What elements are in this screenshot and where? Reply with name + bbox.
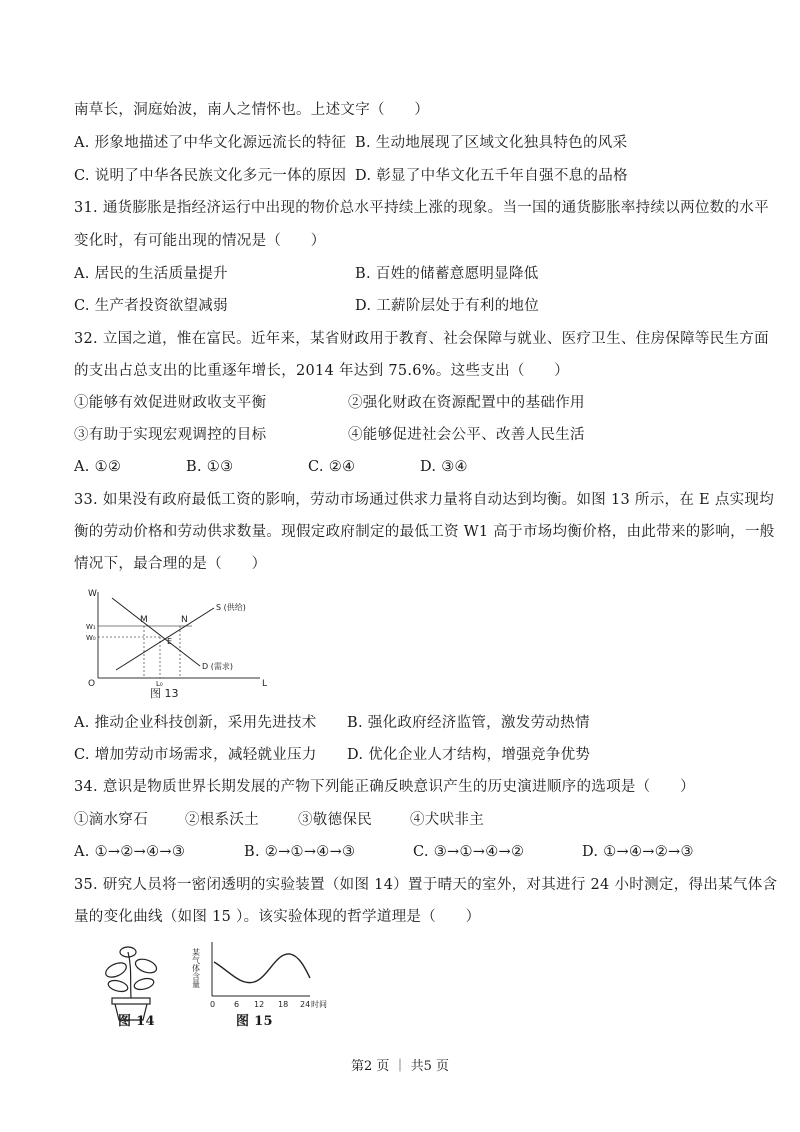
x-axis-label: L: [262, 679, 268, 689]
q32-option-c: C. ②④: [308, 459, 356, 475]
page-footer: 第2 页 ｜ 共5 页: [350, 1059, 450, 1074]
q34-item-3: ③敬德保民: [298, 812, 372, 828]
fig15-tick-0: 0: [210, 1000, 216, 1009]
q31-option-d: D. 工薪阶层处于有利的地位: [355, 298, 540, 314]
q33-option-b: B. 强化政府经济监管，激发劳动热情: [347, 715, 590, 731]
figure-13-caption: 图 13: [150, 687, 179, 700]
q34-option-c: C. ③→①→④→②: [413, 844, 525, 860]
supply-label: S (供给): [216, 603, 246, 612]
q32-option-a: A. ①②: [74, 459, 122, 475]
q32-option-d: D. ③④: [420, 459, 468, 475]
q32-item-2: ②强化财政在资源配置中的基础作用: [348, 395, 585, 411]
fig15-x-label: 时间: [311, 1000, 327, 1009]
q33-stem-line-3: 情况下，最合理的是（ ）: [74, 556, 267, 572]
q33-option-a: A. 推动企业科技创新，采用先进技术: [74, 715, 317, 731]
q31-stem-line-2: 变化时，有可能出现的情况是（ ）: [74, 233, 326, 249]
q31-option-a: A. 居民的生活质量提升: [74, 266, 228, 282]
pot-rim: [112, 998, 150, 1004]
q31-option-c: C. 生产者投资欲望减弱: [74, 298, 228, 314]
point-e-label: E: [167, 637, 173, 646]
figure-15-chart: [192, 938, 332, 1010]
w1-label: W₁: [86, 623, 96, 631]
q31-option-b: B. 百姓的储蓄意愿明显降低: [355, 266, 539, 282]
q30-option-d: D. 彰显了中华文化五千年自强不息的品格: [355, 168, 628, 184]
l0-label: L₀: [156, 680, 163, 688]
q33-option-c: C. 增加劳动市场需求，减轻就业压力: [74, 747, 317, 763]
gas-curve: [214, 954, 310, 983]
figure-13-graph: [82, 580, 272, 700]
q35-stem-line-1: 35. 研究人员将一密闭透明的实验装置（如图 14）置于晴天的室外，对其进行 24 小时测定，得出某气体含: [74, 877, 778, 893]
demand-curve: [112, 598, 200, 666]
q35-stem-line-2: 量的变化曲线（如图 15 ）。该实验体现的哲学道理是（ ）: [74, 909, 481, 925]
leaf-low-right: [133, 977, 155, 992]
fig15-y-label: 某气体含量: [192, 948, 201, 988]
q32-stem-line-2: 的支出占总支出的比重逐年增长，2014 年达到 75.6%。这些支出（ ）: [74, 363, 570, 379]
q34-option-b: B. ②→①→④→③: [244, 844, 356, 860]
y-axis-label: W: [88, 589, 97, 599]
fig15-tick-18: 18: [278, 1000, 289, 1009]
q34-item-2: ②根系沃土: [185, 812, 259, 828]
figure-15-caption: 图 15: [236, 1014, 273, 1029]
q34-option-d: D. ①→④→②→③: [582, 844, 694, 860]
q34-item-1: ①滴水穿石: [74, 812, 148, 828]
q32-item-4: ④能够促进社会公平、改善人民生活: [348, 427, 585, 443]
q30-option-a: A. 形象地描述了中华文化源远流长的特征: [74, 135, 347, 151]
q34-stem: 34. 意识是物质世界长期发展的产物下列能正确反映意识产生的历史演进顺序的选项是（ ）: [74, 779, 695, 795]
fig15-tick-6: 6: [234, 1000, 240, 1009]
figure-15: [192, 938, 332, 1010]
q33-stem-line-2: 衡的劳动价格和劳动供求数量。现假定政府制定的最低工资 W1 高于市场均衡价格，由此带来的影响，一般: [74, 524, 775, 540]
figure-13: [82, 580, 272, 700]
q30-option-b: B. 生动地展现了区域文化独具特色的风采: [355, 135, 628, 151]
q33-stem-line-1: 33. 如果没有政府最低工资的影响，劳动市场通过供求力量将自动达到均衡。如图 13 所示，在 E 点实现均: [74, 492, 775, 508]
q32-option-b: B. ①③: [186, 459, 234, 475]
q31-stem-line-1: 31. 通货膨胀是指经济运行中出现的物价总水平持续上涨的现象。当一国的通货膨胀率持续以两位数的水平: [74, 200, 769, 216]
q34-item-4: ④犬吠非主: [410, 812, 484, 828]
point-n-label: N: [181, 615, 188, 625]
demand-label: D (需求): [202, 662, 233, 671]
figure-14-caption: 图 14: [118, 1014, 155, 1029]
q32-stem-line-1: 32. 立国之道，惟在富民。近年来，某省财政用于教育、社会保障与就业、医疗卫生、住房保障等民生方面: [74, 331, 769, 347]
w0-label: W₀: [86, 634, 96, 642]
q30-option-c: C. 说明了中华各民族文化多元一体的原因: [74, 168, 347, 184]
plant-stem: [128, 952, 131, 998]
q33-option-d: D. 优化企业人才结构，增强竞争优势: [347, 747, 591, 763]
leaf-right: [134, 957, 159, 976]
fig15-tick-24: 24: [300, 1000, 311, 1009]
origin-label: O: [88, 679, 96, 689]
leaf-left: [103, 960, 128, 980]
q32-item-3: ③有助于实现宏观调控的目标: [74, 427, 267, 443]
q32-item-1: ①能够有效促进财政收支平衡: [74, 395, 267, 411]
leaf-low-left: [107, 979, 129, 994]
q34-option-a: A. ①→②→④→③: [74, 844, 186, 860]
q30-stem-tail: 南草长，洞庭始波，南人之情怀也。上述文字（ ）: [74, 102, 430, 118]
point-m-label: M: [140, 615, 148, 625]
fig15-tick-12: 12: [254, 1000, 265, 1009]
